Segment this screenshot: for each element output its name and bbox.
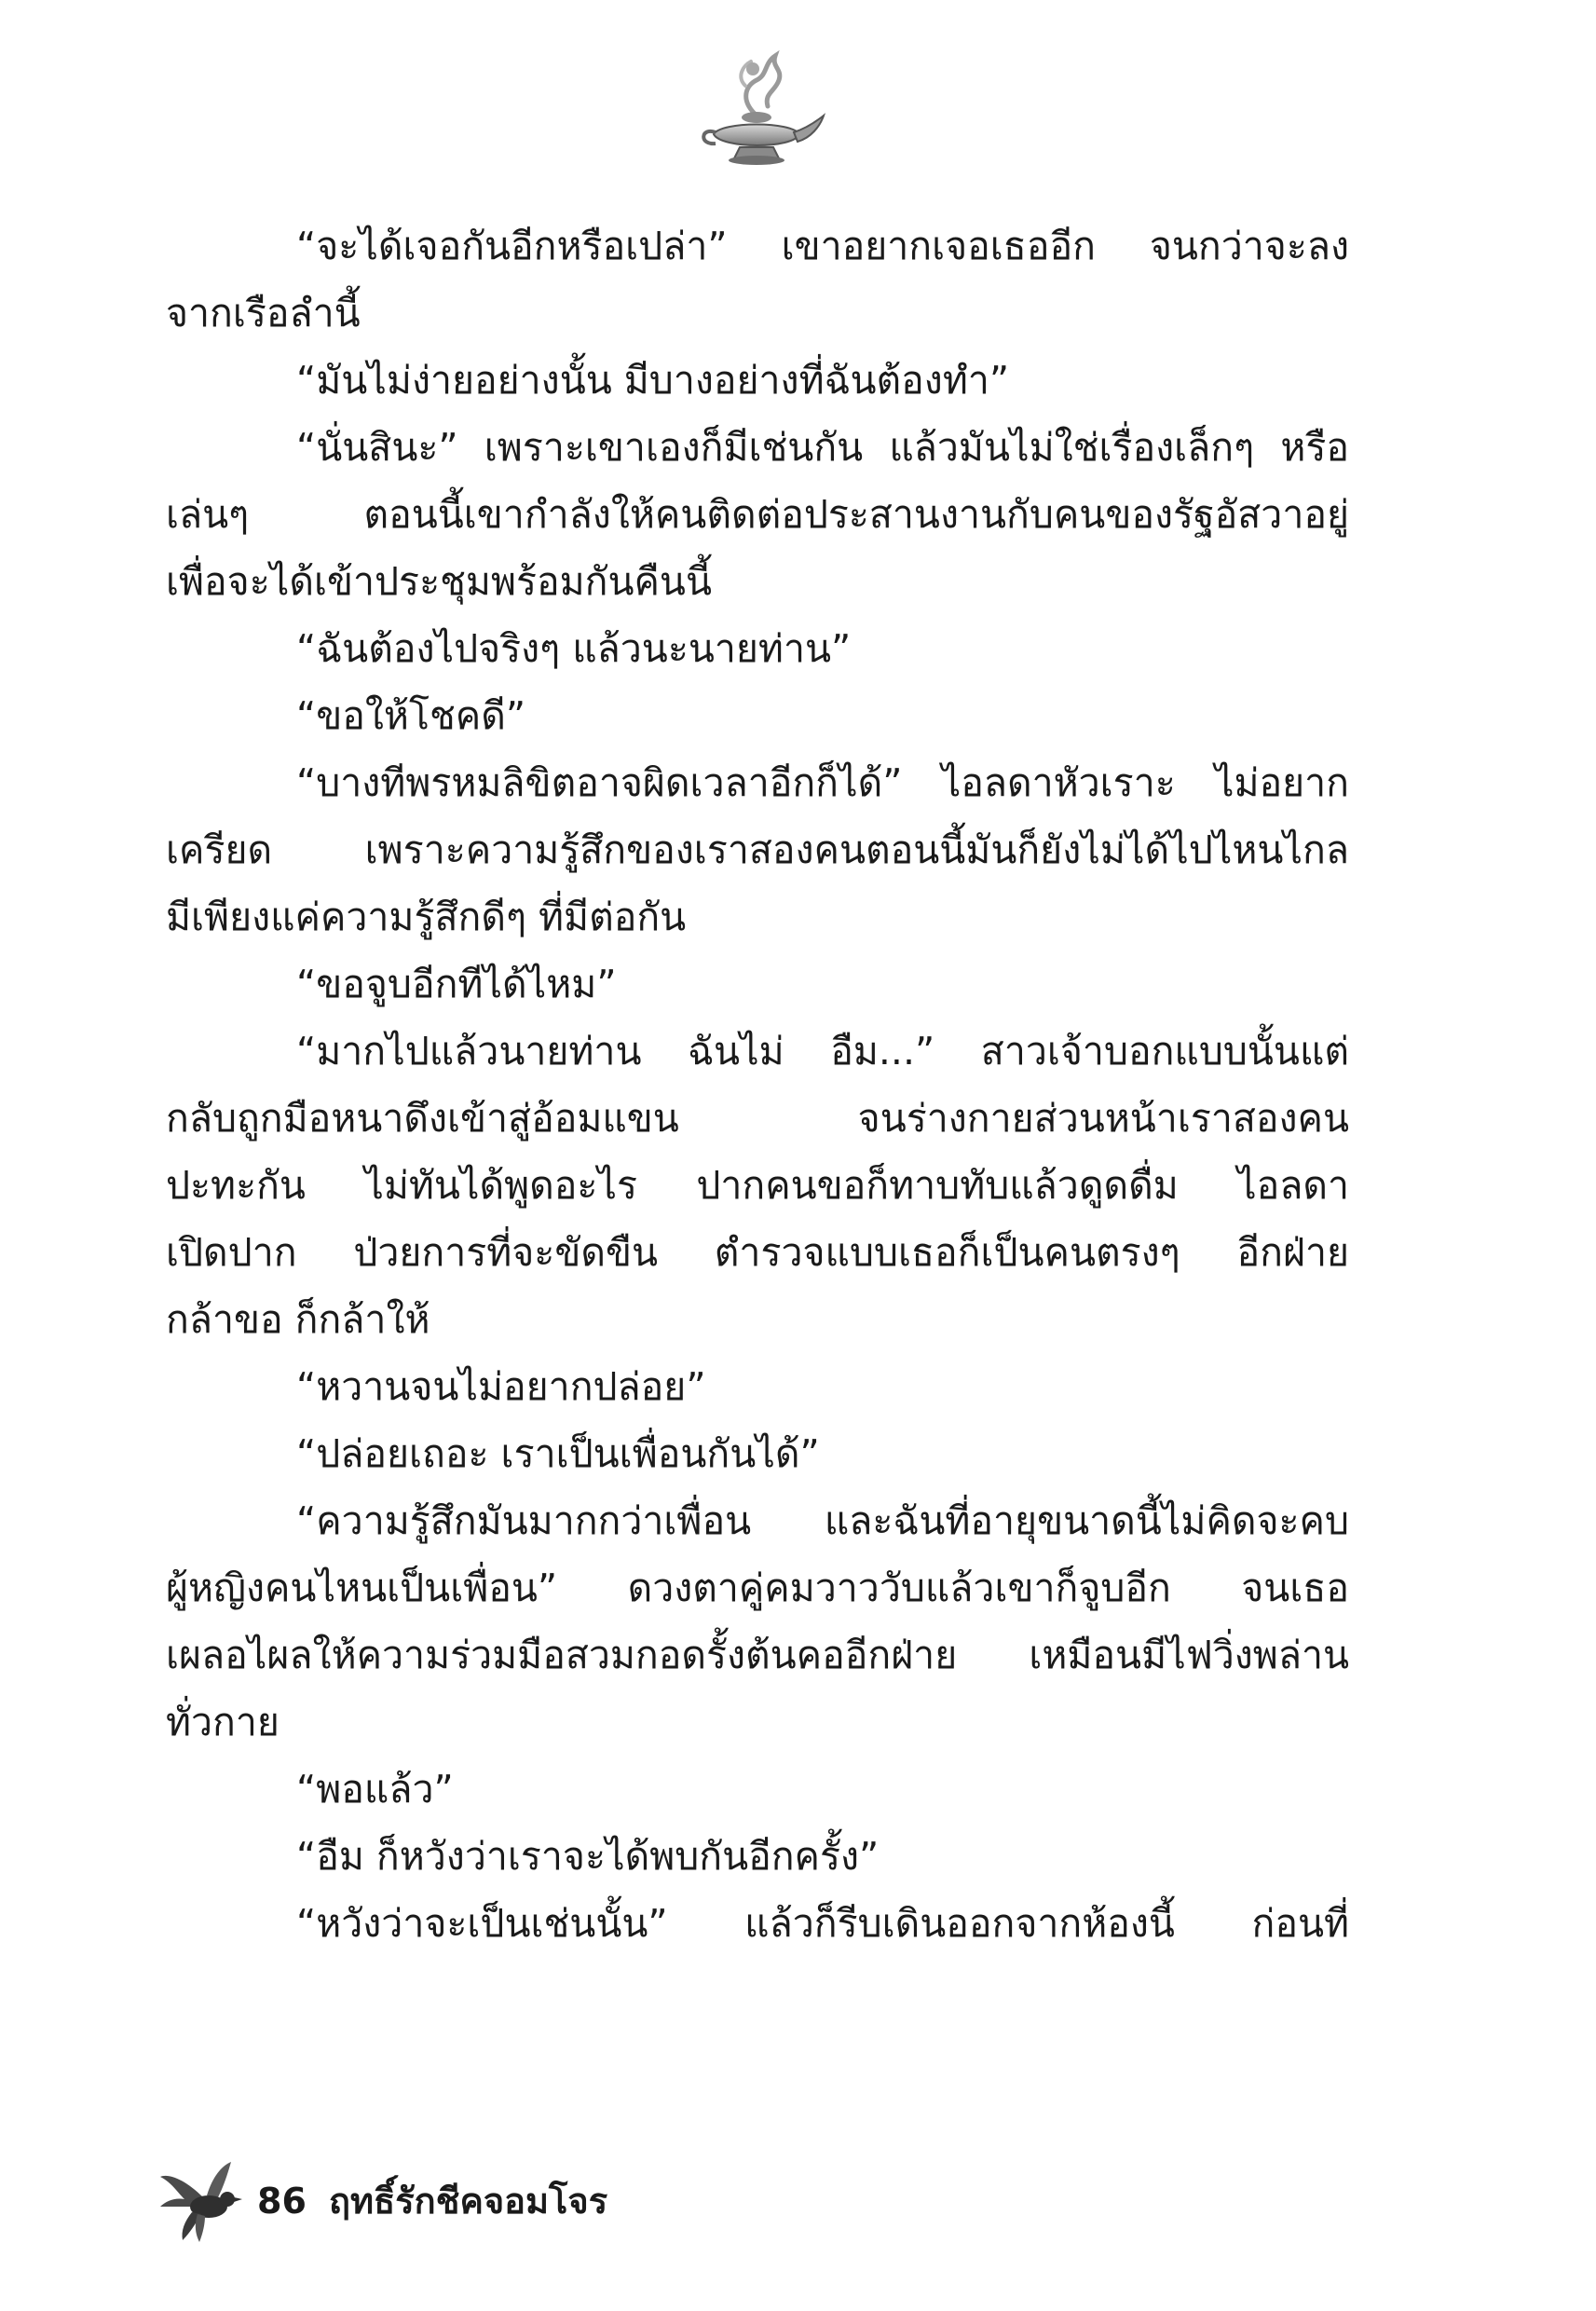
text-line: “ความรู้สึกมันมากกว่าเพื่อน และฉันที่อายุขนาดนี้ไม่คิดจะคบ [296, 1498, 1349, 1543]
text-line: “นั่นสินะ” เพราะเขาเองก็มีเช่นกัน แล้วมันไม่ใช่เรื่องเล็กๆ หรือ [296, 425, 1349, 470]
text-line: เครียด เพราะความรู้สึกของเราสองคนตอนนี้มันก็ยังไม่ได้ไปไหนไกล [166, 827, 1349, 872]
text-line: มีเพียงแค่ความรู้สึกดีๆ ที่มีต่อกัน [166, 895, 687, 939]
text-line: จากเรือลำนี้ [166, 291, 361, 335]
text-line: “มันไม่ง่ายอย่างนั้น มีบางอย่างที่ฉันต้องทำ” [296, 358, 1010, 403]
page-footer [157, 2160, 902, 2244]
bird-icon [157, 2160, 259, 2244]
genie-lamp-icon [689, 48, 829, 179]
text-line: “บางทีพรหมลิขิตอาจผิดเวลาอีกก็ได้” ไอลดาหัวเราะ ไม่อยาก [296, 760, 1349, 805]
text-line: “อืม ก็หวังว่าเราจะได้พบกันอีกครั้ง” [296, 1834, 880, 1879]
text-line: กลับถูกมือหนาดึงเข้าสู่อ้อมแขน จนร่างกายส่วนหน้าเราสองคน [166, 1096, 1349, 1141]
text-line: “ขอให้โชคดี” [296, 693, 526, 738]
page-number: 86 [257, 2181, 307, 2222]
text-line: ผู้หญิงคนไหนเป็นเพื่อน” ดวงตาคู่คมวาววับแล้วเขาก็จูบอีก จนเธอ [166, 1566, 1349, 1610]
text-line: “หวานจนไม่อยากปล่อย” [296, 1364, 706, 1409]
text-line: เผลอไผลให้ความร่วมมือสวมกอดรั้งต้นคออีกฝ่าย เหมือนมีไฟวิ่งพล่าน [166, 1633, 1349, 1677]
text-line: “พอแล้ว” [296, 1767, 454, 1812]
text-line: “จะได้เจอกันอีกหรือเปล่า” เขาอยากเจอเธออีก จนกว่าจะลง [296, 224, 1349, 268]
text-line: เล่นๆ ตอนนี้เขากำลังให้คนติดต่อประสานงานกับคนของรัฐอัสวาอยู่ [166, 492, 1349, 537]
text-line: ทั่วกาย [166, 1700, 280, 1744]
text-line: “มากไปแล้วนายท่าน ฉันไม่ อืม...” สาวเจ้าบอกแบบนั้นแต่ [296, 1029, 1349, 1073]
text-line: “หวังว่าจะเป็นเช่นนั้น” แล้วก็รีบเดินออกจากห้องนี้ ก่อนที่ [296, 1901, 1349, 1946]
book-title: ฤทธิ์รักชีคจอมโจร [329, 2181, 608, 2222]
text-line: “ขอจูบอีกทีได้ไหม” [296, 962, 617, 1006]
text-line: เปิดปาก ป่วยการที่จะขัดขืน ตำรวจแบบเธอก็เป็นคนตรงๆ อีกฝ่าย [166, 1230, 1349, 1275]
text-line: “ฉันต้องไปจริงๆ แล้วนะนายท่าน” [296, 626, 852, 671]
text-line: กล้าขอ ก็กล้าให้ [166, 1297, 430, 1342]
text-line: “ปล่อยเถอะ เราเป็นเพื่อนกันได้” [296, 1431, 820, 1476]
text-line: เพื่อจะได้เข้าประชุมพร้อมกันคืนนี้ [166, 559, 712, 604]
text-line: ปะทะกัน ไม่ทันได้พูดอะไร ปากคนขอก็ทาบทับแล้วดูดดื่ม ไอลดา [166, 1163, 1349, 1208]
body-text [166, 212, 1349, 1957]
